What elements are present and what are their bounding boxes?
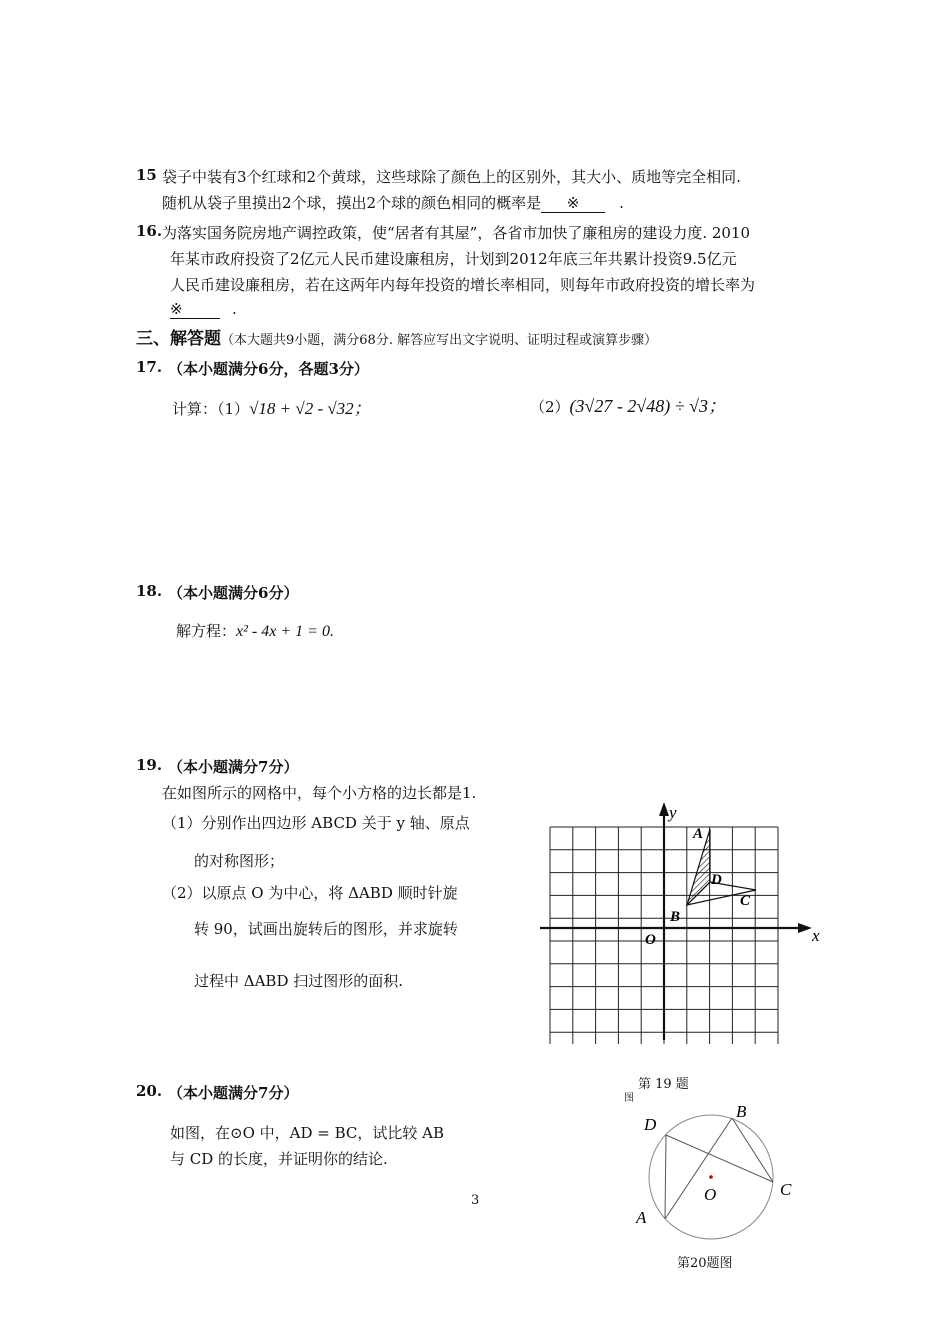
q18-score: （本小题满分6分） <box>168 584 299 602</box>
q18-expression: x² - 4x + 1 = 0. <box>236 623 334 640</box>
q20-score: （本小题满分7分） <box>168 1084 299 1102</box>
chord-ad <box>665 1135 666 1219</box>
q16-line1: 为落实国务院房地产调控政策，使“居者有其屋”，各省市加快了廉租房的建设力度. 2010 <box>162 224 751 242</box>
q16-line3: 人民币建设廉租房，若在这两年内每年投资的增长率相同，则每年市政府投资的增长率为 <box>170 276 756 294</box>
section-note: （本大题共9小题，满分68分. 解答应写出文字说明、证明过程或演算步骤） <box>221 333 658 348</box>
q19-number: 19. <box>136 756 163 774</box>
q16-answer-blank: ※ <box>170 300 220 319</box>
q17-number: 17. <box>136 358 163 376</box>
q19-part1-line1: （1）分别作出四边形 ABCD 关于 y 轴、原点 <box>162 814 470 832</box>
q17-part2: （2）(3√27 - 2√48) ÷ √3； <box>530 396 727 416</box>
q20-circle-figure <box>626 1094 816 1248</box>
origin-label: O <box>645 932 656 948</box>
q19-score: （本小题满分7分） <box>168 758 299 776</box>
q19-part2-line3: 过程中 ΔABD 扫过图形的面积. <box>194 972 404 990</box>
x-axis-arrow <box>798 923 812 933</box>
q15-line1: 袋子中装有3个红球和2个黄球，这些球除了颜色上的区别外，其大小、质地等完全相同. <box>162 168 741 186</box>
q19-caption: 第 19 题 <box>638 1077 689 1092</box>
circle-point-a-label: A <box>636 1208 647 1227</box>
x-axis-label: x <box>812 926 820 945</box>
q15-line2: 随机从袋子里摸出2个球，摸出2个球的颜色相同的概率是 ※ . <box>162 194 624 212</box>
circle-point-c-label: C <box>780 1180 792 1199</box>
page-number: 3 <box>471 1193 480 1208</box>
circle-point-d-label: D <box>644 1115 657 1134</box>
q15-answer-blank: ※ <box>541 194 605 213</box>
q17-expression-1: √18 + √2 - √32； <box>249 399 371 418</box>
q18-equation: 解方程：x² - 4x + 1 = 0. <box>176 622 334 640</box>
q15-number: 15 <box>136 166 157 184</box>
point-c-label: C <box>740 893 751 909</box>
center-point <box>709 1175 713 1179</box>
point-b-label: B <box>670 909 681 925</box>
q17-score: （本小题满分6分，各题3分） <box>168 360 369 378</box>
y-axis-label: y <box>669 803 677 822</box>
q16-line2: 年某市政府投资了2亿元人民币建设廉租房，计划到2012年底三年共累计投资9.5亿元 <box>170 250 737 268</box>
q19-part1-line2: 的对称图形； <box>194 852 285 870</box>
circle-center-label: O <box>704 1185 717 1204</box>
point-d-label: D <box>711 872 722 888</box>
q19-intro: 在如图所示的网格中，每个小方格的边长都是1. <box>162 784 477 802</box>
q17-expression-2: (3√27 - 2√48) ÷ √3； <box>569 396 727 416</box>
q19-caption-2: 图 <box>624 1093 634 1104</box>
circle-point-b-label: B <box>736 1102 747 1121</box>
q20-number: 20. <box>136 1082 163 1100</box>
q20-line1: 如图，在⊙O 中，AD = BC，试比较 AB <box>170 1124 445 1142</box>
q19-part2-line1: （2）以原点 O 为中心，将 ΔABD 顺时针旋 <box>162 884 458 902</box>
y-axis-arrow <box>659 802 669 816</box>
chord-dc <box>666 1135 773 1182</box>
section-3-header <box>136 324 657 349</box>
q19-part2-line2: 转 90，试画出旋转后的图形，并求旋转 <box>194 920 458 938</box>
q17-part1: 计算：（1）√18 + √2 - √32； <box>172 399 371 418</box>
point-a-label: A <box>693 826 704 842</box>
q20-line2: 与 CD 的长度，并证明你的结论. <box>170 1150 388 1168</box>
q20-caption: 第20题图 <box>677 1256 733 1271</box>
q19-grid-figure <box>536 798 826 1044</box>
q16-line4: ※ . <box>170 300 237 318</box>
q16-number: 16. <box>136 222 163 240</box>
q18-number: 18. <box>136 582 163 600</box>
chord-ba <box>665 1118 732 1219</box>
section-title: 三、解答题 <box>136 329 221 349</box>
